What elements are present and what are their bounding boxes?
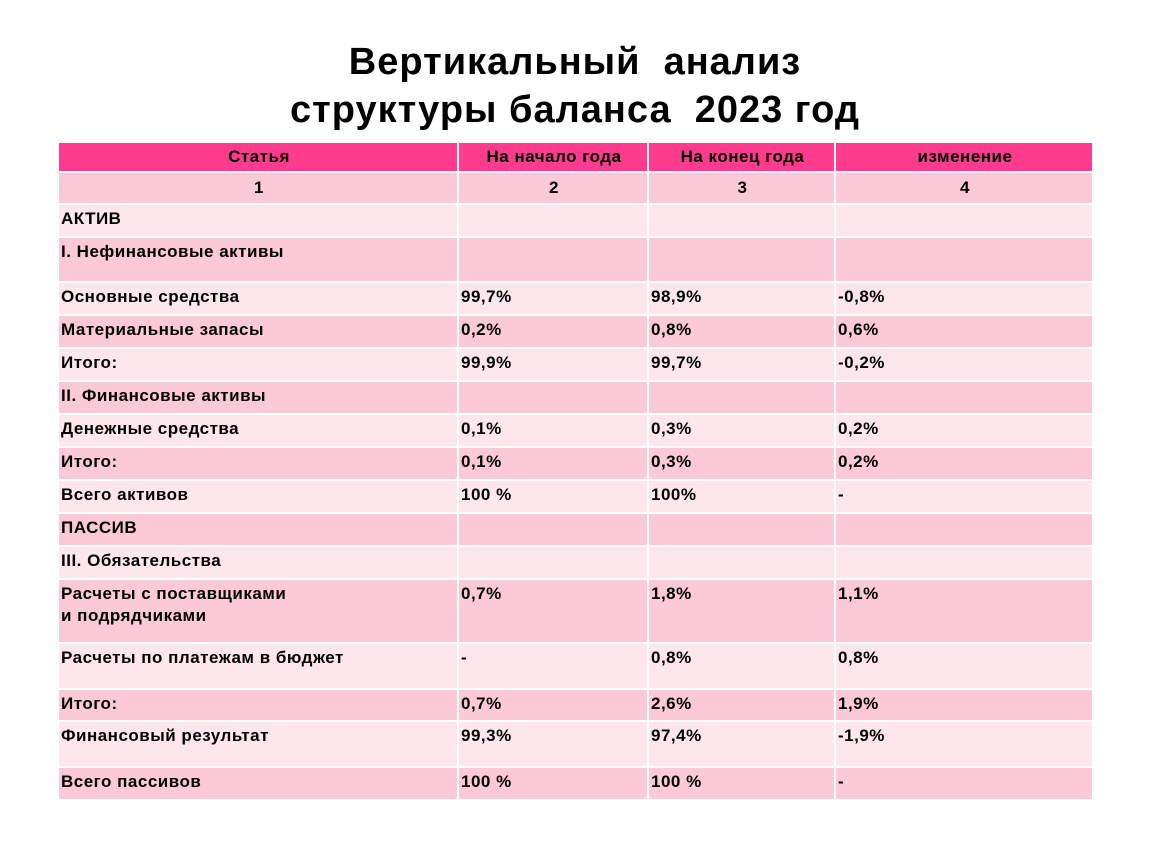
row-label: III. Обязательства: [58, 546, 458, 579]
table-row: [58, 348, 1093, 381]
row-end-value: [648, 204, 835, 237]
row-end-value: 0,8%: [648, 315, 835, 348]
row-change-value: -1,9%: [835, 721, 1093, 767]
table-row: [58, 480, 1093, 513]
row-start-value: 99,7%: [458, 282, 648, 315]
title-line-1: Вертикальный анализ: [348, 41, 802, 83]
row-label: Итого:: [58, 348, 458, 381]
row-label: Всего активов: [58, 480, 458, 513]
row-label: II. Финансовые активы: [58, 381, 458, 414]
row-label: Итого:: [58, 447, 458, 480]
row-start-value: 99,3%: [458, 721, 648, 767]
table-row: [58, 689, 1093, 721]
table-row: [58, 282, 1093, 315]
row-change-value: -0,8%: [835, 282, 1093, 315]
table-header-row: [58, 142, 1093, 172]
column-number-1: 1: [58, 172, 458, 204]
table-row: [58, 315, 1093, 348]
header-end-of-year: На конец года: [648, 142, 835, 172]
row-change-value: 0,8%: [835, 643, 1093, 689]
row-end-value: 1,8%: [648, 579, 835, 643]
balance-table: [57, 141, 1094, 801]
table-row: [58, 546, 1093, 579]
row-start-value: 0,2%: [458, 315, 648, 348]
row-end-value: 98,9%: [648, 282, 835, 315]
row-start-value: [458, 381, 648, 414]
row-start-value: [458, 204, 648, 237]
page-title: [0, 38, 1150, 134]
row-start-value: [458, 546, 648, 579]
row-start-value: 0,7%: [458, 579, 648, 643]
row-label: ПАССИВ: [58, 513, 458, 546]
row-start-value: 0,7%: [458, 689, 648, 721]
row-end-value: [648, 381, 835, 414]
row-label: Расчеты с поставщиками и подрядчиками: [58, 579, 458, 643]
row-label: I. Нефинансовые активы: [58, 237, 458, 282]
row-label: АКТИВ: [58, 204, 458, 237]
row-end-value: [648, 513, 835, 546]
row-label: Основные средства: [58, 282, 458, 315]
header-start-of-year: На начало года: [458, 142, 648, 172]
table-row: [58, 204, 1093, 237]
table-row: [58, 767, 1093, 800]
row-end-value: [648, 237, 835, 282]
table-row: [58, 721, 1093, 767]
row-end-value: 0,8%: [648, 643, 835, 689]
row-change-value: 0,6%: [835, 315, 1093, 348]
row-label: Финансовый результат: [58, 721, 458, 767]
table-row: [58, 513, 1093, 546]
row-start-value: [458, 237, 648, 282]
table-row: [58, 237, 1093, 282]
row-end-value: 99,7%: [648, 348, 835, 381]
row-change-value: [835, 513, 1093, 546]
title-line-2: структуры баланса 2023 год: [290, 89, 860, 131]
row-start-value: 99,9%: [458, 348, 648, 381]
row-end-value: 100%: [648, 480, 835, 513]
row-change-value: 1,1%: [835, 579, 1093, 643]
column-number-row: [58, 172, 1093, 204]
row-end-value: 97,4%: [648, 721, 835, 767]
row-end-value: 0,3%: [648, 414, 835, 447]
table-row: [58, 643, 1093, 689]
row-label: Расчеты по платежам в бюджет: [58, 643, 458, 689]
row-start-value: -: [458, 643, 648, 689]
row-change-value: -: [835, 480, 1093, 513]
column-number-4: 4: [835, 172, 1093, 204]
row-change-value: 0,2%: [835, 447, 1093, 480]
row-end-value: 100 %: [648, 767, 835, 800]
header-article: Статья: [58, 142, 458, 172]
table-row: [58, 447, 1093, 480]
row-change-value: -0,2%: [835, 348, 1093, 381]
row-label: Всего пассивов: [58, 767, 458, 800]
row-end-value: [648, 546, 835, 579]
row-change-value: 0,2%: [835, 414, 1093, 447]
column-number-2: 2: [458, 172, 648, 204]
row-change-value: 1,9%: [835, 689, 1093, 721]
row-change-value: [835, 381, 1093, 414]
table-row: [58, 414, 1093, 447]
row-change-value: [835, 204, 1093, 237]
row-label: Итого:: [58, 689, 458, 721]
row-change-value: -: [835, 767, 1093, 800]
row-start-value: 0,1%: [458, 447, 648, 480]
column-number-3: 3: [648, 172, 835, 204]
table-row: [58, 579, 1093, 643]
row-start-value: 100 %: [458, 767, 648, 800]
row-end-value: 0,3%: [648, 447, 835, 480]
row-start-value: 100 %: [458, 480, 648, 513]
row-start-value: 0,1%: [458, 414, 648, 447]
row-start-value: [458, 513, 648, 546]
row-end-value: 2,6%: [648, 689, 835, 721]
row-change-value: [835, 237, 1093, 282]
table-row: [58, 381, 1093, 414]
row-label: Денежные средства: [58, 414, 458, 447]
row-change-value: [835, 546, 1093, 579]
header-change: изменение: [835, 142, 1093, 172]
row-label: Материальные запасы: [58, 315, 458, 348]
